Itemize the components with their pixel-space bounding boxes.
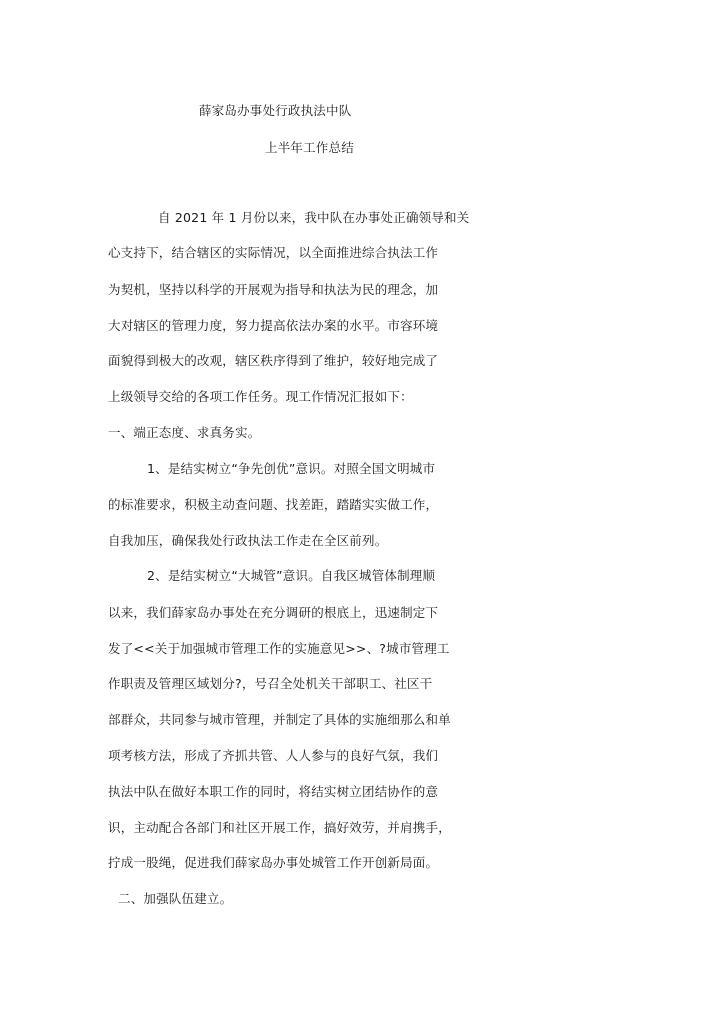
paragraph-line: 面貌得到极大的改观，辖区秩序得到了维护，较好地完成了: [108, 353, 439, 368]
paragraph-line: 为契机，坚持以科学的开展观为指导和执法为民的理念，加: [108, 282, 439, 297]
section-heading: 二、加强队伍建立。: [118, 891, 233, 906]
paragraph-line: 的标准要求，积极主动查问题、找差距，踏踏实实做工作，: [108, 497, 439, 512]
paragraph-line: 部群众，共同参与城市管理，并制定了具体的实施细那么和单: [108, 712, 451, 727]
paragraph-line: 2、是结实树立“大城管”意识。自我区城管体制理顺: [147, 568, 436, 583]
paragraph-line: 以来，我们薛家岛办事处在充分调研的根底上，迅速制定下: [108, 605, 439, 620]
paragraph-line: 自我加压，确保我处行政执法工作走在全区前列。: [108, 533, 388, 548]
paragraph-line: 上级领导交给的各项工作任务。现工作情况汇报如下：: [108, 389, 413, 404]
paragraph-line: 项考核方法，形成了齐抓共管、人人参与的良好气氛，我们: [108, 748, 439, 763]
paragraph-line: 心支持下，结合辖区的实际情况，以全面推进综合执法工作: [108, 245, 439, 260]
paragraph-line: 自 2021 年 1 月份以来，我中队在办事处正确领导和关: [158, 210, 470, 225]
paragraph-line: 识，主动配合各部门和社区开展工作，搞好效劳，并肩携手，: [108, 820, 451, 835]
document-subtitle: 上半年工作总结: [265, 140, 354, 155]
paragraph-line: 作职责及管理区域划分?，号召全处机关干部职工、社区干: [108, 676, 433, 691]
paragraph-line: 执法中队在做好本职工作的同时，将结实树立团结协作的意: [108, 784, 439, 799]
section-heading: 一、端正态度、求真务实。: [108, 425, 261, 440]
paragraph-line: 发了<<关于加强城市管理工作的实施意见>>、?城市管理工: [108, 641, 450, 656]
paragraph-line: 1、是结实树立“争先创优”意识。对照全国文明城市: [147, 461, 436, 476]
document-title: 薛家岛办事处行政执法中队: [199, 103, 352, 118]
paragraph-line: 拧成一股绳，促进我们薛家岛办事处城管工作开创新局面。: [108, 855, 439, 870]
paragraph-line: 大对辖区的管理力度，努力提高依法办案的水平。市容环境: [108, 318, 439, 333]
